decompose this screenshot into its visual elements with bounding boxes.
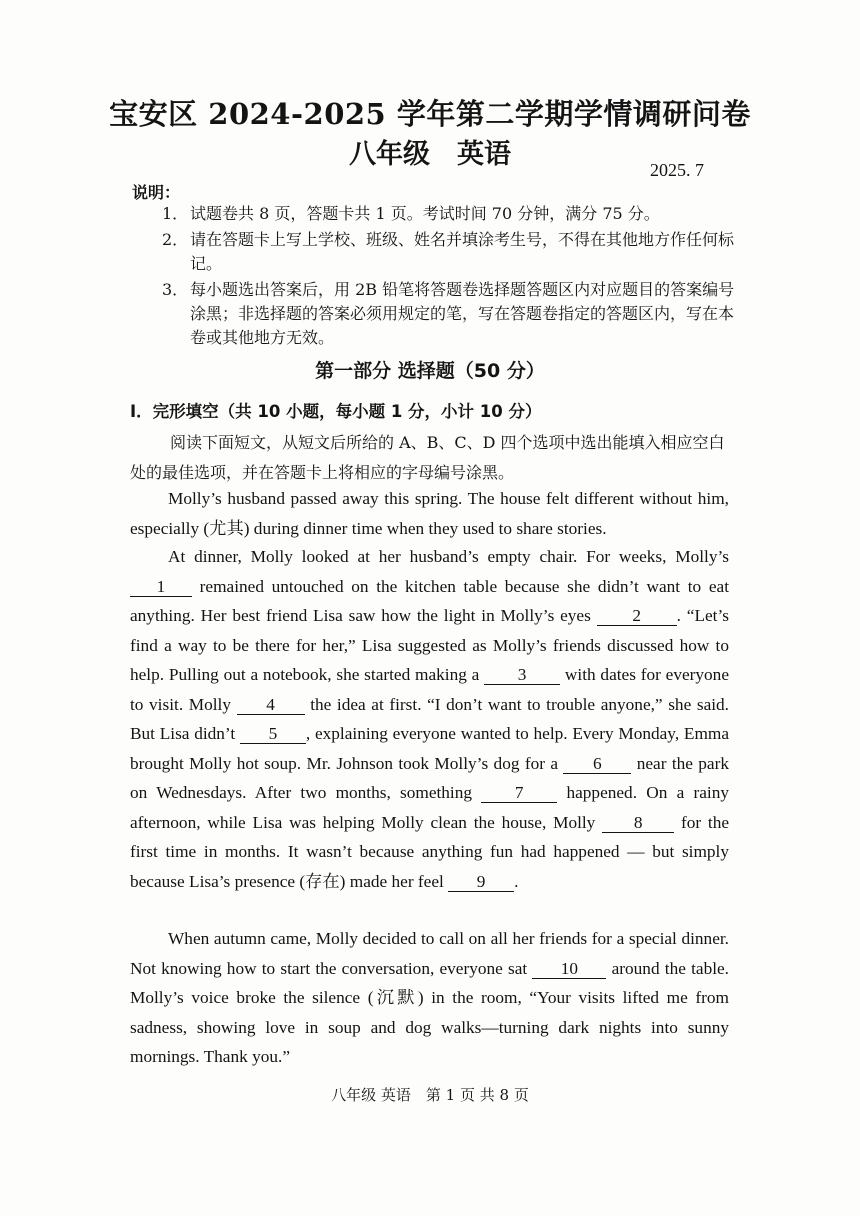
passage-text: . “Let’s find a way to be there for her,” Lisa suggested as Molly’s friends discussed how to help. Pulling out a notebook, she started making a <box>130 606 729 684</box>
exam-subtitle: 八年级 英语 <box>349 139 511 170</box>
passage-text: When autumn came, Molly decided to call on all her friends for a special dinner. Not knowing how to start the conversation, everyone sat <box>130 929 729 978</box>
passage-text: At dinner, Molly looked at her husband’s empty chair. For weeks, Molly’s <box>168 547 729 566</box>
instructions-label: 说明： <box>132 183 181 202</box>
passage-text: near the park on Wednesdays. After two months, something <box>130 753 730 802</box>
passage-paragraph-1: Molly’s husband passed away this spring. The house felt different without him, especially (尤其) during dinner time when they used to share stories. <box>130 489 729 538</box>
section-directions: 阅读下面短文，从短文后所给的 A、B、C、D 四个选项中选出能填入相应空白处的最佳选项，并在答题卡上将相应的字母编号涂黑。 <box>130 433 725 482</box>
blank-3: 3 <box>484 666 560 685</box>
section-title: I．完形填空（共 10 小题，每小题 1 分，小计 10 分） <box>130 402 542 421</box>
passage-text: remained untouched on the kitchen table because she didn’t want to eat anything. Her best friend Lisa saw how the light in Molly’s eyes <box>130 576 729 625</box>
instruction-text: 请在答题卡上写上学校、班级、姓名并填涂考生号，不得在其他地方作任何标记。 <box>190 230 735 273</box>
instruction-number: 1． <box>162 204 189 223</box>
part-title: 第一部分 选择题（50 分） <box>315 360 545 382</box>
passage-text: with dates for everyone to visit. Molly <box>130 665 729 714</box>
exam-date: 2025. 7 <box>650 160 704 180</box>
blank-7: 7 <box>481 784 557 803</box>
instruction-number: 3． <box>162 280 189 299</box>
instruction-item <box>162 228 742 276</box>
passage-text: around the table. Molly’s voice broke the silence (沉默) in the room, “Your visits lifted me from sadness, showing love in soup and dog walks—turning dark nights into sunny mornings. Thank you.” <box>130 958 730 1066</box>
passage-text: happened. On a rainy afternoon, while Lisa was helping Molly clean the house, Molly <box>130 783 729 832</box>
blank-4: 4 <box>237 696 305 715</box>
exam-title: 宝安区 2024-2025 学年第二学期学情调研问卷 <box>109 97 751 131</box>
instruction-text: 每小题选出答案后，用 2B 铅笔将答题卷选择题答题区内对应题目的答案编号涂黑；非选择题的答案必须用规定的笔，写在答题卷指定的答题区内，写在本卷或其他地方无效。 <box>190 280 735 347</box>
passage-text: for the first time in months. It wasn’t because anything fun had happened — but simply because Lisa’s presence (存在) made her feel <box>130 812 730 891</box>
passage-text: . <box>514 871 519 891</box>
blank-6: 6 <box>563 755 631 774</box>
blank-10: 10 <box>532 960 606 979</box>
passage-text: , explaining everyone wanted to help. Every Monday, Emma brought Molly hot soup. Mr. Johnson took Molly’s dog for a <box>130 724 729 773</box>
blank-8: 8 <box>602 814 674 833</box>
passage-text: the idea at first. “I don’t want to trouble anyone,” she said. But Lisa didn’t <box>130 694 729 743</box>
instruction-item <box>162 278 742 350</box>
instruction-item <box>162 202 742 226</box>
blank-5: 5 <box>240 725 306 744</box>
blank-2: 2 <box>597 607 677 626</box>
instruction-number: 2． <box>162 230 189 249</box>
instruction-text: 试题卷共 8 页，答题卡共 1 页。考试时间 70 分钟，满分 75 分。 <box>190 204 660 223</box>
blank-9: 9 <box>448 873 514 892</box>
passage-paragraph-3 <box>130 924 729 1072</box>
blank-1: 1 <box>130 578 192 597</box>
page-footer: 八年级 英语 第 1 页 共 8 页 <box>331 1086 529 1104</box>
passage-paragraph-2 <box>130 542 729 896</box>
